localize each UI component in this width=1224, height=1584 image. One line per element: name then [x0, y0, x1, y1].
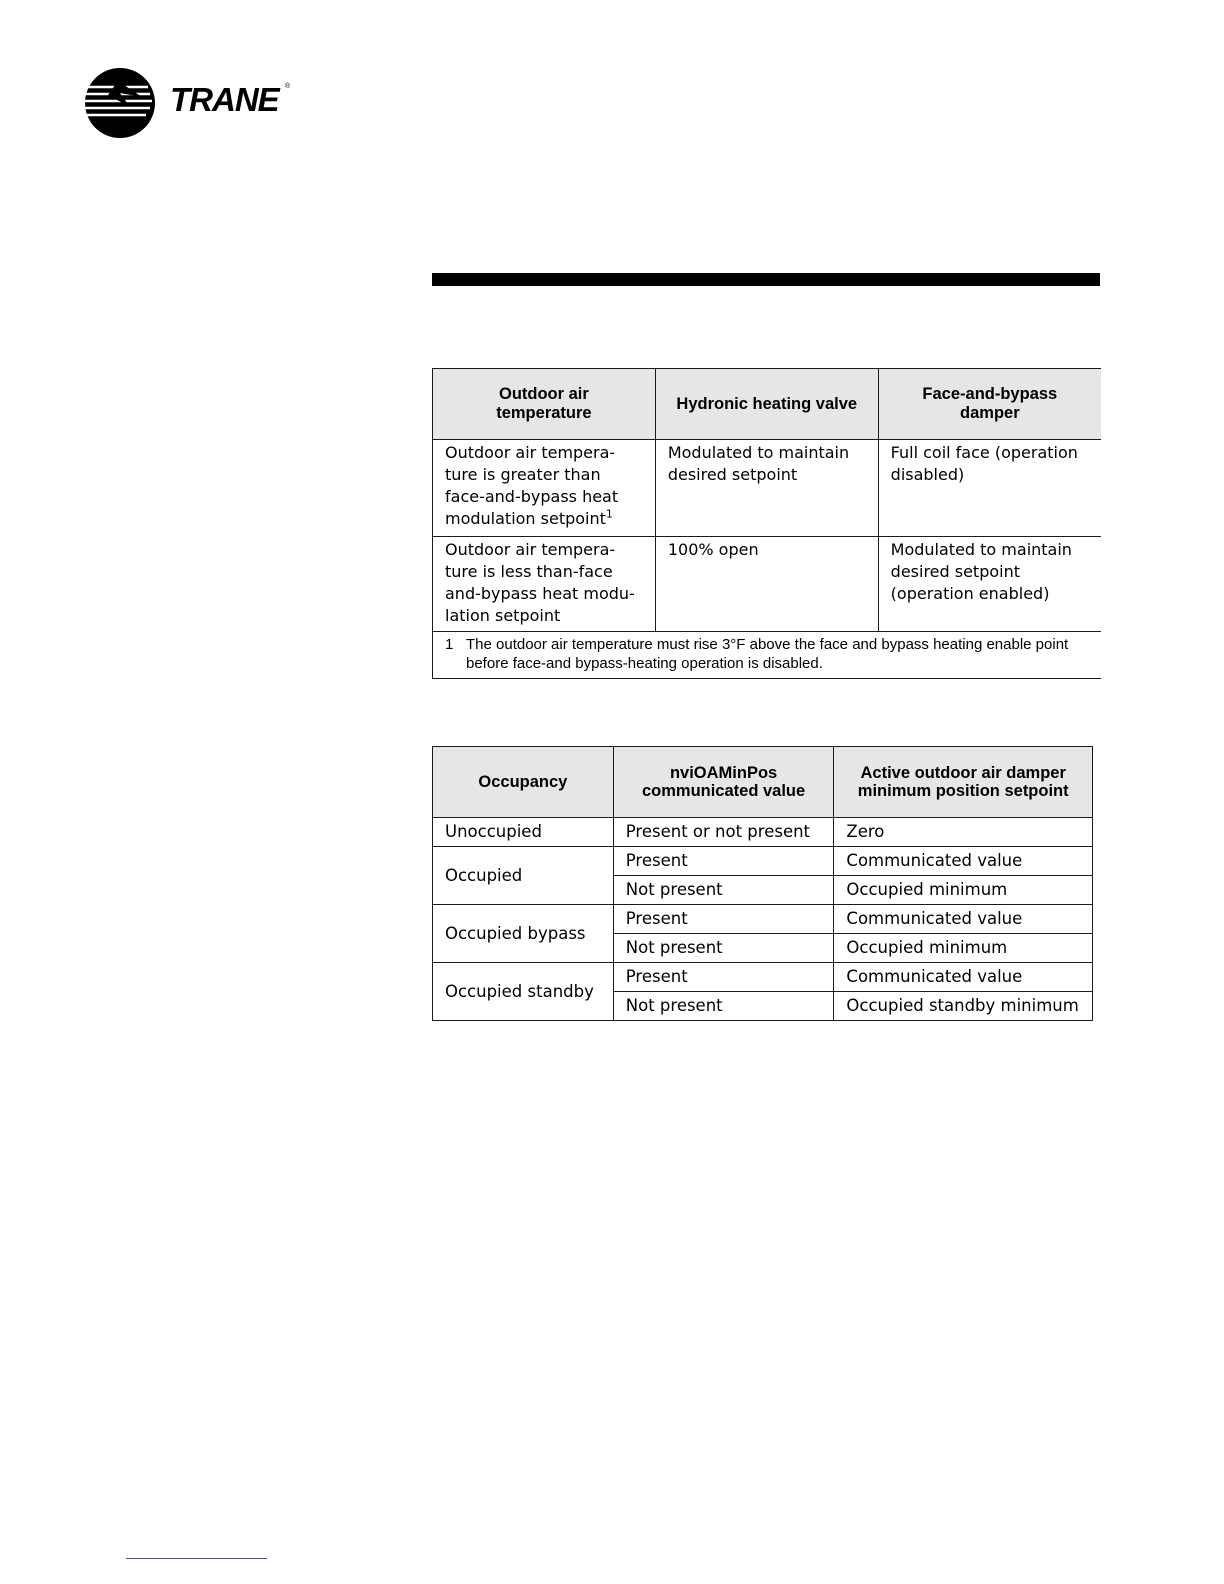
cell-occupancy: Occupied — [433, 847, 614, 905]
table-row — [433, 537, 1102, 632]
footnote-text: The outdoor air temperature must rise 3°F above the face and bypass heating enable point before face-and bypass-heating operation is disabled. — [466, 636, 1069, 672]
footnote-cell — [433, 632, 1102, 679]
oa-damper-min-position-table — [432, 746, 1093, 1021]
cell-occupancy: Unoccupied — [433, 818, 614, 847]
table-header-row — [433, 747, 1093, 818]
cell-occupancy: Occupied standby — [433, 963, 614, 1021]
cell-communicated-value: Not present — [613, 934, 834, 963]
registered-mark: ® — [285, 83, 291, 90]
face-bypass-table — [432, 368, 1101, 679]
footnote-ref: 1 — [605, 507, 613, 521]
trane-globe-icon — [84, 67, 156, 139]
section-rule — [432, 273, 1100, 286]
cell-damper: Modulated to maintain desired setpoint (operation enabled) — [878, 537, 1101, 632]
table-row — [433, 905, 1093, 934]
table-row — [433, 440, 1102, 537]
cell-setpoint: Occupied minimum — [834, 934, 1093, 963]
cell-condition: Outdoor air tempera- ture is greater than face-and-bypass heat modulation setpoint$^1$ — [433, 440, 656, 537]
cell-communicated-value: Present — [613, 963, 834, 992]
table-row — [433, 818, 1093, 847]
table-header-row — [433, 369, 1102, 440]
cell-condition: Outdoor air tempera- ture is less than-face and-bypass heat modu- lation setpoint — [433, 537, 656, 632]
header-active-setpoint: Active outdoor air damper minimum position setpoint — [834, 747, 1093, 818]
header-occupancy: Occupancy — [433, 747, 614, 818]
cell-valve: 100% open — [655, 537, 878, 632]
cell-communicated-value: Not present — [613, 992, 834, 1021]
cell-setpoint: Communicated value — [834, 963, 1093, 992]
cell-occupancy: Occupied bypass — [433, 905, 614, 963]
header-hydronic-heating-valve: Hydronic heating valve — [655, 369, 878, 440]
footnote-row — [433, 632, 1102, 679]
cell-setpoint: Communicated value — [834, 905, 1093, 934]
cell-communicated-value: Present — [613, 905, 834, 934]
cell-setpoint: Communicated value — [834, 847, 1093, 876]
cell-valve: Modulated to maintain desired setpoint — [655, 440, 878, 537]
footer-link-underline — [126, 1558, 267, 1559]
cell-communicated-value: Present or not present — [613, 818, 834, 847]
table-row — [433, 847, 1093, 876]
header-outdoor-air-temperature: Outdoor air temperature — [433, 369, 656, 440]
brand-wordmark: TRANE — [170, 81, 279, 118]
cell-communicated-value: Present — [613, 847, 834, 876]
cell-communicated-value: Not present — [613, 876, 834, 905]
cell-setpoint: Occupied minimum — [834, 876, 1093, 905]
table-row — [433, 963, 1093, 992]
cell-setpoint: Zero — [834, 818, 1093, 847]
header-face-bypass-damper: Face-and-bypass damper — [878, 369, 1101, 440]
cell-setpoint: Occupied standby minimum — [834, 992, 1093, 1021]
trane-logo — [84, 67, 304, 139]
footnote-number: 1 — [445, 636, 454, 653]
header-nvioaminpos: nviOAMinPos communicated value — [613, 747, 834, 818]
cell-damper: Full coil face (operation disabled) — [878, 440, 1101, 537]
